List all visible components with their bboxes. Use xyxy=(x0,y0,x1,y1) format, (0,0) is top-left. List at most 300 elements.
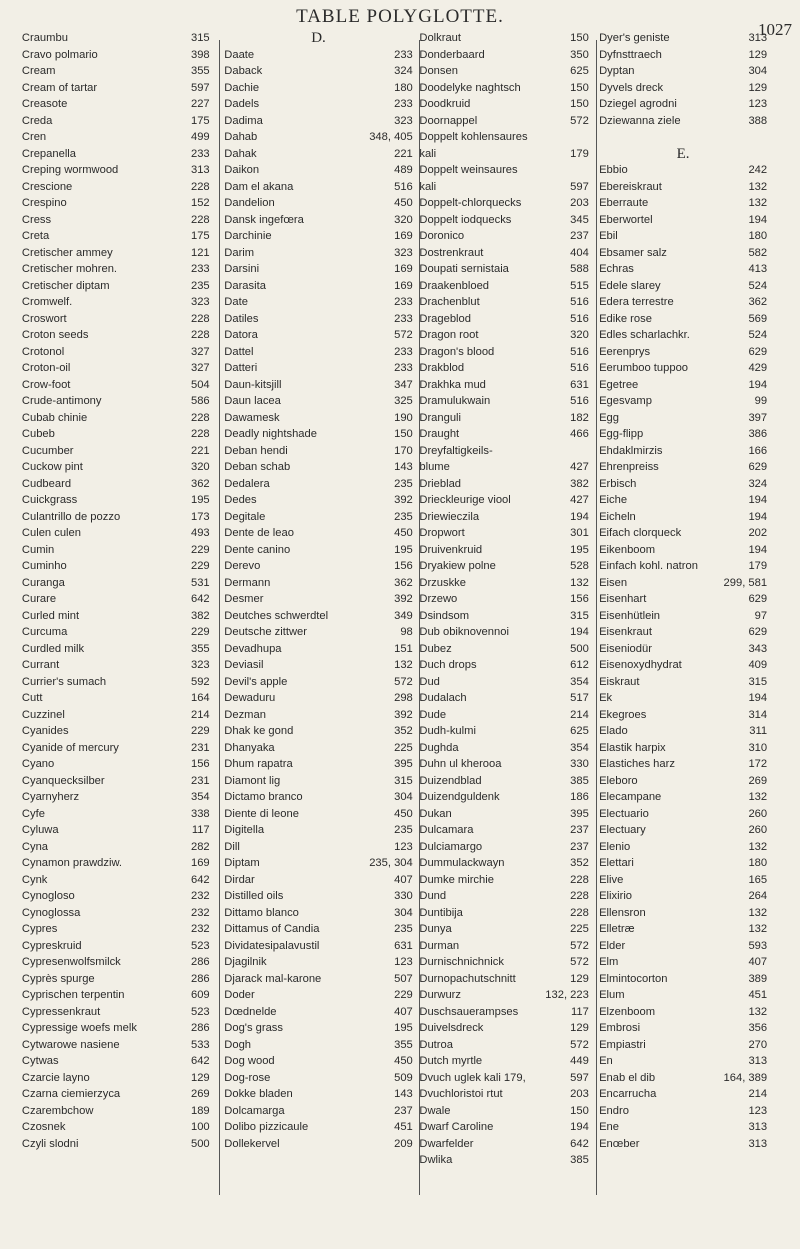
entry-term: Darasita xyxy=(224,279,266,292)
index-entry xyxy=(599,707,767,724)
entry-term: Endro xyxy=(599,1104,629,1117)
index-entry xyxy=(22,806,210,823)
index-entry xyxy=(224,773,412,790)
entry-page-number: 235 xyxy=(394,923,413,935)
entry-term: Elder xyxy=(599,939,626,952)
entry-term: Daun lacea xyxy=(224,395,281,407)
index-entry xyxy=(22,1004,210,1021)
entry-term: Cuckow pint xyxy=(21,461,83,473)
entry-term: Crescione xyxy=(21,180,73,193)
entry-page-number: 629 xyxy=(748,461,768,473)
entry-page-number: 386 xyxy=(748,428,768,440)
entry-term: Ene xyxy=(599,1121,619,1133)
entry-page-number: 228 xyxy=(190,428,210,440)
index-entry xyxy=(599,525,767,542)
index-entry xyxy=(22,558,210,575)
entry-term: Curled mint xyxy=(21,609,80,622)
entry-page-number: 132 xyxy=(748,923,768,935)
index-entry xyxy=(224,47,412,64)
index-entry xyxy=(224,641,412,658)
entry-page-number: 299, 581 xyxy=(723,576,768,589)
entry-page-number: 237 xyxy=(570,840,589,853)
index-entry xyxy=(419,1004,588,1021)
index-entry xyxy=(419,591,588,608)
index-entry xyxy=(419,971,588,988)
index-entry xyxy=(599,1020,767,1037)
entry-term: Dewaduru xyxy=(224,692,276,704)
entry-term: Dittamus of Candia xyxy=(224,923,320,935)
entry-term: Dwlika xyxy=(419,1154,453,1166)
index-entry xyxy=(224,492,412,509)
entry-term: Draakenbloed xyxy=(419,279,490,292)
index-entry xyxy=(599,311,767,328)
entry-term: Daate xyxy=(224,48,255,61)
index-entry xyxy=(599,344,767,361)
index-entry xyxy=(224,954,412,971)
entry-page-number: 282 xyxy=(190,840,210,853)
entry-term: Dogh xyxy=(224,1038,252,1051)
index-entry xyxy=(22,525,210,542)
entry-term: Crude-antimony xyxy=(21,395,102,407)
index-entry xyxy=(419,327,588,344)
entry-page-number: 362 xyxy=(748,296,768,308)
index-entry xyxy=(22,1053,210,1070)
entry-term: Currant xyxy=(21,659,60,671)
entry-page-number: 237 xyxy=(570,230,589,242)
index-entry xyxy=(419,278,588,295)
index-entry xyxy=(22,63,210,80)
index-entry xyxy=(599,674,767,691)
entry-page-number: 398 xyxy=(190,48,210,61)
index-entry xyxy=(22,723,210,740)
entry-page-number: 523 xyxy=(190,1005,210,1018)
entry-page-number: 385 xyxy=(570,1154,589,1166)
index-entry xyxy=(224,575,412,592)
entry-term: Egg-flipp xyxy=(599,428,644,440)
entry-term: Datiles xyxy=(224,312,259,325)
entry-term: Diente di leone xyxy=(224,807,299,820)
entry-page-number: 524 xyxy=(748,279,768,292)
index-entry xyxy=(599,641,767,658)
entry-term: Donderbaard xyxy=(419,48,485,61)
entry-term: blume xyxy=(419,461,450,473)
index-entry xyxy=(419,723,588,740)
index-entry xyxy=(419,608,588,625)
index-entry xyxy=(22,740,210,757)
entry-term: Ek xyxy=(599,692,613,704)
entry-term: Ebereiskraut xyxy=(599,180,662,193)
entry-page-number: 304 xyxy=(394,906,413,919)
entry-term: Dog wood xyxy=(224,1055,275,1067)
index-entry xyxy=(599,212,767,229)
entry-term: Eleboro xyxy=(599,774,638,787)
entry-term: Ebsamer salz xyxy=(599,246,667,259)
index-entry xyxy=(224,1070,412,1087)
index-entry xyxy=(419,806,588,823)
index-entry xyxy=(224,1020,412,1037)
entry-term: Cren xyxy=(21,131,47,143)
entry-page-number: 194 xyxy=(748,378,768,391)
entry-page-number: 449 xyxy=(570,1055,589,1067)
entry-page-number: 413 xyxy=(748,263,768,275)
entry-page-number: 269 xyxy=(748,774,768,787)
entry-term: Duntibija xyxy=(419,906,463,919)
index-entry xyxy=(224,80,412,97)
entry-page-number: 382 xyxy=(570,477,589,490)
index-entry xyxy=(599,492,767,509)
entry-page-number: 516 xyxy=(570,345,589,358)
entry-term: Echras xyxy=(599,263,634,275)
index-entry xyxy=(419,954,588,971)
entry-page-number: 516 xyxy=(394,180,413,193)
entry-term: Cynamon prawdziw. xyxy=(21,857,123,869)
entry-page-number: 179 xyxy=(570,147,589,160)
entry-page-number: 123 xyxy=(394,956,413,968)
entry-page-number: 629 xyxy=(748,626,768,638)
index-entry xyxy=(419,740,588,757)
index-entry xyxy=(22,773,210,790)
entry-term: Electuario xyxy=(599,807,649,820)
index-entry xyxy=(419,443,588,460)
entry-page-number: 225 xyxy=(394,741,413,754)
index-entry xyxy=(22,426,210,443)
entry-term: Druivenkruid xyxy=(419,543,483,556)
entry-term: Cretischer ammey xyxy=(21,246,113,259)
index-entry xyxy=(599,509,767,526)
index-entry xyxy=(224,195,412,212)
index-entry xyxy=(22,410,210,427)
index-entry xyxy=(419,773,588,790)
entry-page-number: 194 xyxy=(570,510,589,523)
index-entry xyxy=(419,410,588,427)
entry-term: Cream of tartar xyxy=(21,81,98,94)
entry-page-number: 228 xyxy=(570,906,589,919)
entry-page-number: 582 xyxy=(748,246,768,259)
index-column-4 xyxy=(599,30,767,1152)
entry-page-number: 356 xyxy=(748,1022,768,1034)
entry-page-number: 523 xyxy=(190,939,210,952)
index-entry xyxy=(224,146,412,163)
entry-page-number: 320 xyxy=(570,329,589,341)
entry-page-number: 172 xyxy=(748,758,768,770)
entry-term: Dudalach xyxy=(419,692,467,704)
entry-term: Cyna xyxy=(21,840,49,853)
entry-page-number: 450 xyxy=(394,807,413,820)
index-entry xyxy=(22,146,210,163)
entry-page-number: 228 xyxy=(190,180,210,193)
entry-term: Czarna ciemierzyca xyxy=(21,1088,121,1100)
entry-page-number: 593 xyxy=(748,939,768,952)
entry-page-number: 315 xyxy=(570,609,589,622)
entry-page-number: 345 xyxy=(570,213,589,226)
entry-term: Dwarfelder xyxy=(419,1137,474,1150)
entry-page-number: 500 xyxy=(190,1137,210,1150)
entry-page-number: 132, 223 xyxy=(545,989,589,1001)
index-entry xyxy=(224,1119,412,1136)
entry-term: Durnischnichnick xyxy=(419,956,504,968)
entry-term: Dansk ingefœra xyxy=(224,213,304,226)
entry-term: Dhak ke gond xyxy=(224,725,294,737)
entry-page-number: 150 xyxy=(570,1104,589,1117)
entry-term: Dubez xyxy=(419,642,452,655)
index-entry xyxy=(22,971,210,988)
entry-page-number: 489 xyxy=(394,164,413,176)
entry-term: Daun-kitsjill xyxy=(224,378,282,391)
index-entry xyxy=(22,492,210,509)
entry-term: Duivelsdreck xyxy=(419,1022,484,1034)
entry-page-number: 325 xyxy=(394,395,413,407)
entry-page-number: 165 xyxy=(748,873,768,886)
entry-term: Dranguli xyxy=(419,411,462,424)
index-entry xyxy=(22,228,210,245)
entry-page-number: 123 xyxy=(394,840,413,853)
entry-page-number: 123 xyxy=(748,98,768,110)
index-entry xyxy=(224,657,412,674)
entry-term: Elm xyxy=(599,956,619,968)
index-entry xyxy=(22,921,210,938)
entry-term: Cravo polmario xyxy=(21,48,98,61)
entry-page-number: 343 xyxy=(748,642,768,655)
entry-term: Drageblod xyxy=(419,312,471,325)
entry-term: Cyarnyherz xyxy=(21,791,80,803)
entry-term: Crotonol xyxy=(21,345,65,358)
entry-page-number: 597 xyxy=(570,1071,589,1084)
entry-term: Doppelt weinsaures xyxy=(419,164,518,176)
index-entry xyxy=(419,690,588,707)
index-entry xyxy=(22,96,210,113)
entry-page-number: 324 xyxy=(748,477,768,490)
entry-page-number: 500 xyxy=(570,642,589,655)
index-entry xyxy=(419,1136,588,1153)
entry-page-number: 129 xyxy=(748,48,768,61)
entry-page-number: 195 xyxy=(570,543,589,556)
entry-term: Deadly nightshade xyxy=(224,428,317,440)
entry-term: Datora xyxy=(224,329,258,341)
entry-page-number: 516 xyxy=(570,312,589,325)
entry-page-number: 354 xyxy=(190,791,210,803)
entry-page-number: 143 xyxy=(394,461,413,473)
entry-term: Ehdaklmirzis xyxy=(599,444,663,457)
index-entry xyxy=(599,162,767,179)
entry-page-number: 286 xyxy=(190,1022,210,1034)
index-entry xyxy=(419,558,588,575)
entry-page-number: 227 xyxy=(190,98,210,110)
entry-page-number: 304 xyxy=(748,65,768,77)
entry-page-number: 228 xyxy=(190,411,210,424)
entry-term: Dyptan xyxy=(599,65,635,77)
index-entry xyxy=(419,872,588,889)
index-entry xyxy=(22,624,210,641)
entry-term: Dreyfaltigkeils- xyxy=(419,444,493,457)
entry-term: Elletræ xyxy=(599,923,635,935)
entry-page-number: 392 xyxy=(394,494,413,506)
entry-page-number: 407 xyxy=(748,956,768,968)
entry-term: Cypressenkraut xyxy=(21,1005,101,1018)
entry-page-number: 180 xyxy=(394,81,413,94)
entry-page-number: 347 xyxy=(394,378,413,391)
entry-page-number: 382 xyxy=(190,609,210,622)
entry-page-number: 129 xyxy=(570,1022,589,1034)
entry-page-number: 232 xyxy=(190,923,210,935)
entry-page-number: 229 xyxy=(190,543,210,556)
entry-page-number: 151 xyxy=(394,642,413,655)
entry-term: Dwale xyxy=(419,1104,451,1117)
entry-term: Encarrucha xyxy=(599,1088,657,1100)
index-entry xyxy=(419,789,588,806)
entry-page-number: 507 xyxy=(394,972,413,985)
index-entry xyxy=(22,212,210,229)
index-entry xyxy=(419,822,588,839)
index-entry xyxy=(419,129,588,146)
index-entry xyxy=(599,1136,767,1153)
index-entry xyxy=(224,872,412,889)
index-entry xyxy=(599,410,767,427)
entry-term: Egg xyxy=(599,411,619,424)
entry-page-number: 232 xyxy=(190,906,210,919)
index-entry xyxy=(419,525,588,542)
entry-term: Cubab chinie xyxy=(21,411,88,424)
entry-page-number: 388 xyxy=(748,114,768,127)
entry-page-number: 642 xyxy=(190,1055,210,1067)
index-entry xyxy=(224,261,412,278)
entry-term: Dund xyxy=(419,890,447,902)
index-entry xyxy=(419,641,588,658)
entry-term: Deban schab xyxy=(224,461,291,473)
entry-page-number: 194 xyxy=(748,543,768,556)
entry-term: Cynoglossa xyxy=(21,906,81,919)
entry-page-number: 404 xyxy=(570,246,589,259)
index-entry xyxy=(224,476,412,493)
entry-term: Dente de leao xyxy=(224,527,294,539)
entry-page-number: 313 xyxy=(748,32,768,44)
index-entry xyxy=(22,542,210,559)
index-entry xyxy=(22,987,210,1004)
entry-page-number: 169 xyxy=(394,230,413,242)
entry-term: Dwarf Caroline xyxy=(419,1121,494,1133)
entry-page-number: 515 xyxy=(570,279,589,292)
index-entry xyxy=(419,624,588,641)
entry-term: Eberwortel xyxy=(599,213,653,226)
index-entry xyxy=(419,839,588,856)
index-entry xyxy=(419,657,588,674)
entry-term: Dattel xyxy=(224,345,254,358)
entry-term: Eicheln xyxy=(599,510,636,523)
index-entry xyxy=(419,228,588,245)
entry-term: Eisenoxydhydrat xyxy=(599,659,682,671)
entry-page-number: 229 xyxy=(190,725,210,737)
entry-page-number: 310 xyxy=(748,741,768,754)
entry-term: Eiskraut xyxy=(599,675,640,688)
entry-page-number: 150 xyxy=(570,81,589,94)
entry-page-number: 327 xyxy=(190,362,210,374)
index-entry xyxy=(22,327,210,344)
index-entry xyxy=(22,1086,210,1103)
entry-page-number: 572 xyxy=(570,939,589,952)
index-entry xyxy=(599,245,767,262)
entry-term: Cutt xyxy=(21,692,43,704)
index-entry xyxy=(599,822,767,839)
entry-term: Croswort xyxy=(21,312,67,325)
entry-term: Eisenhart xyxy=(599,593,647,605)
index-entry xyxy=(22,1037,210,1054)
index-entry xyxy=(599,393,767,410)
index-entry xyxy=(22,443,210,460)
entry-page-number: 121 xyxy=(190,246,210,259)
entry-term: Dam el akana xyxy=(224,180,294,193)
entry-page-number: 242 xyxy=(748,164,768,176)
entry-page-number: 132 xyxy=(748,197,768,209)
index-entry xyxy=(22,245,210,262)
index-entry xyxy=(224,212,412,229)
entry-term: Dokke bladen xyxy=(224,1088,293,1100)
index-entry xyxy=(224,822,412,839)
index-entry xyxy=(599,476,767,493)
entry-page-number: 233 xyxy=(394,345,413,358)
entry-term: Cuickgrass xyxy=(21,494,78,506)
entry-term: Duhn ul kherooa xyxy=(419,758,502,770)
entry-term: Czarembchow xyxy=(21,1104,94,1117)
index-entry xyxy=(599,575,767,592)
index-entry xyxy=(599,30,767,47)
index-entry xyxy=(22,608,210,625)
entry-term: Draught xyxy=(419,428,460,440)
entry-term: Cress xyxy=(21,213,52,226)
entry-term: Dollekervel xyxy=(224,1137,280,1150)
column-divider xyxy=(219,40,220,1195)
entry-term: Datteri xyxy=(224,362,258,374)
entry-page-number: 631 xyxy=(570,378,589,391)
index-entry xyxy=(599,921,767,938)
index-entry xyxy=(224,624,412,641)
index-entry xyxy=(224,723,412,740)
entry-page-number: 427 xyxy=(570,461,589,473)
entry-term: Digitella xyxy=(224,824,265,836)
entry-term: Dyer's geniste xyxy=(599,32,670,44)
index-entry xyxy=(224,228,412,245)
index-entry xyxy=(224,327,412,344)
entry-term: Donsen xyxy=(419,65,458,77)
entry-term: Durwurz xyxy=(419,989,462,1001)
entry-page-number: 99 xyxy=(754,395,768,407)
entry-page-number: 320 xyxy=(394,213,413,226)
index-entry xyxy=(224,591,412,608)
index-entry xyxy=(599,756,767,773)
entry-page-number: 349 xyxy=(394,609,413,622)
index-entry xyxy=(419,459,588,476)
entry-term: Dud xyxy=(419,675,440,688)
entry-term: Dermann xyxy=(224,576,271,589)
index-entry xyxy=(599,657,767,674)
entry-term: Ellensron xyxy=(599,906,646,919)
entry-page-number: 572 xyxy=(570,114,589,127)
entry-page-number: 194 xyxy=(570,626,589,638)
entry-page-number: 194 xyxy=(748,213,768,226)
index-entry xyxy=(224,806,412,823)
page-number: 1027 xyxy=(758,20,792,39)
entry-page-number: 180 xyxy=(748,857,768,869)
index-entry xyxy=(599,261,767,278)
index-entry xyxy=(224,278,412,295)
entry-page-number: 182 xyxy=(570,411,589,424)
entry-term: Creta xyxy=(21,230,50,242)
index-entry xyxy=(599,624,767,641)
index-entry xyxy=(22,756,210,773)
entry-page-number: 264 xyxy=(748,890,768,902)
index-entry xyxy=(419,905,588,922)
index-entry xyxy=(599,542,767,559)
entry-page-number: 355 xyxy=(190,65,210,77)
entry-page-number: 194 xyxy=(748,510,768,523)
